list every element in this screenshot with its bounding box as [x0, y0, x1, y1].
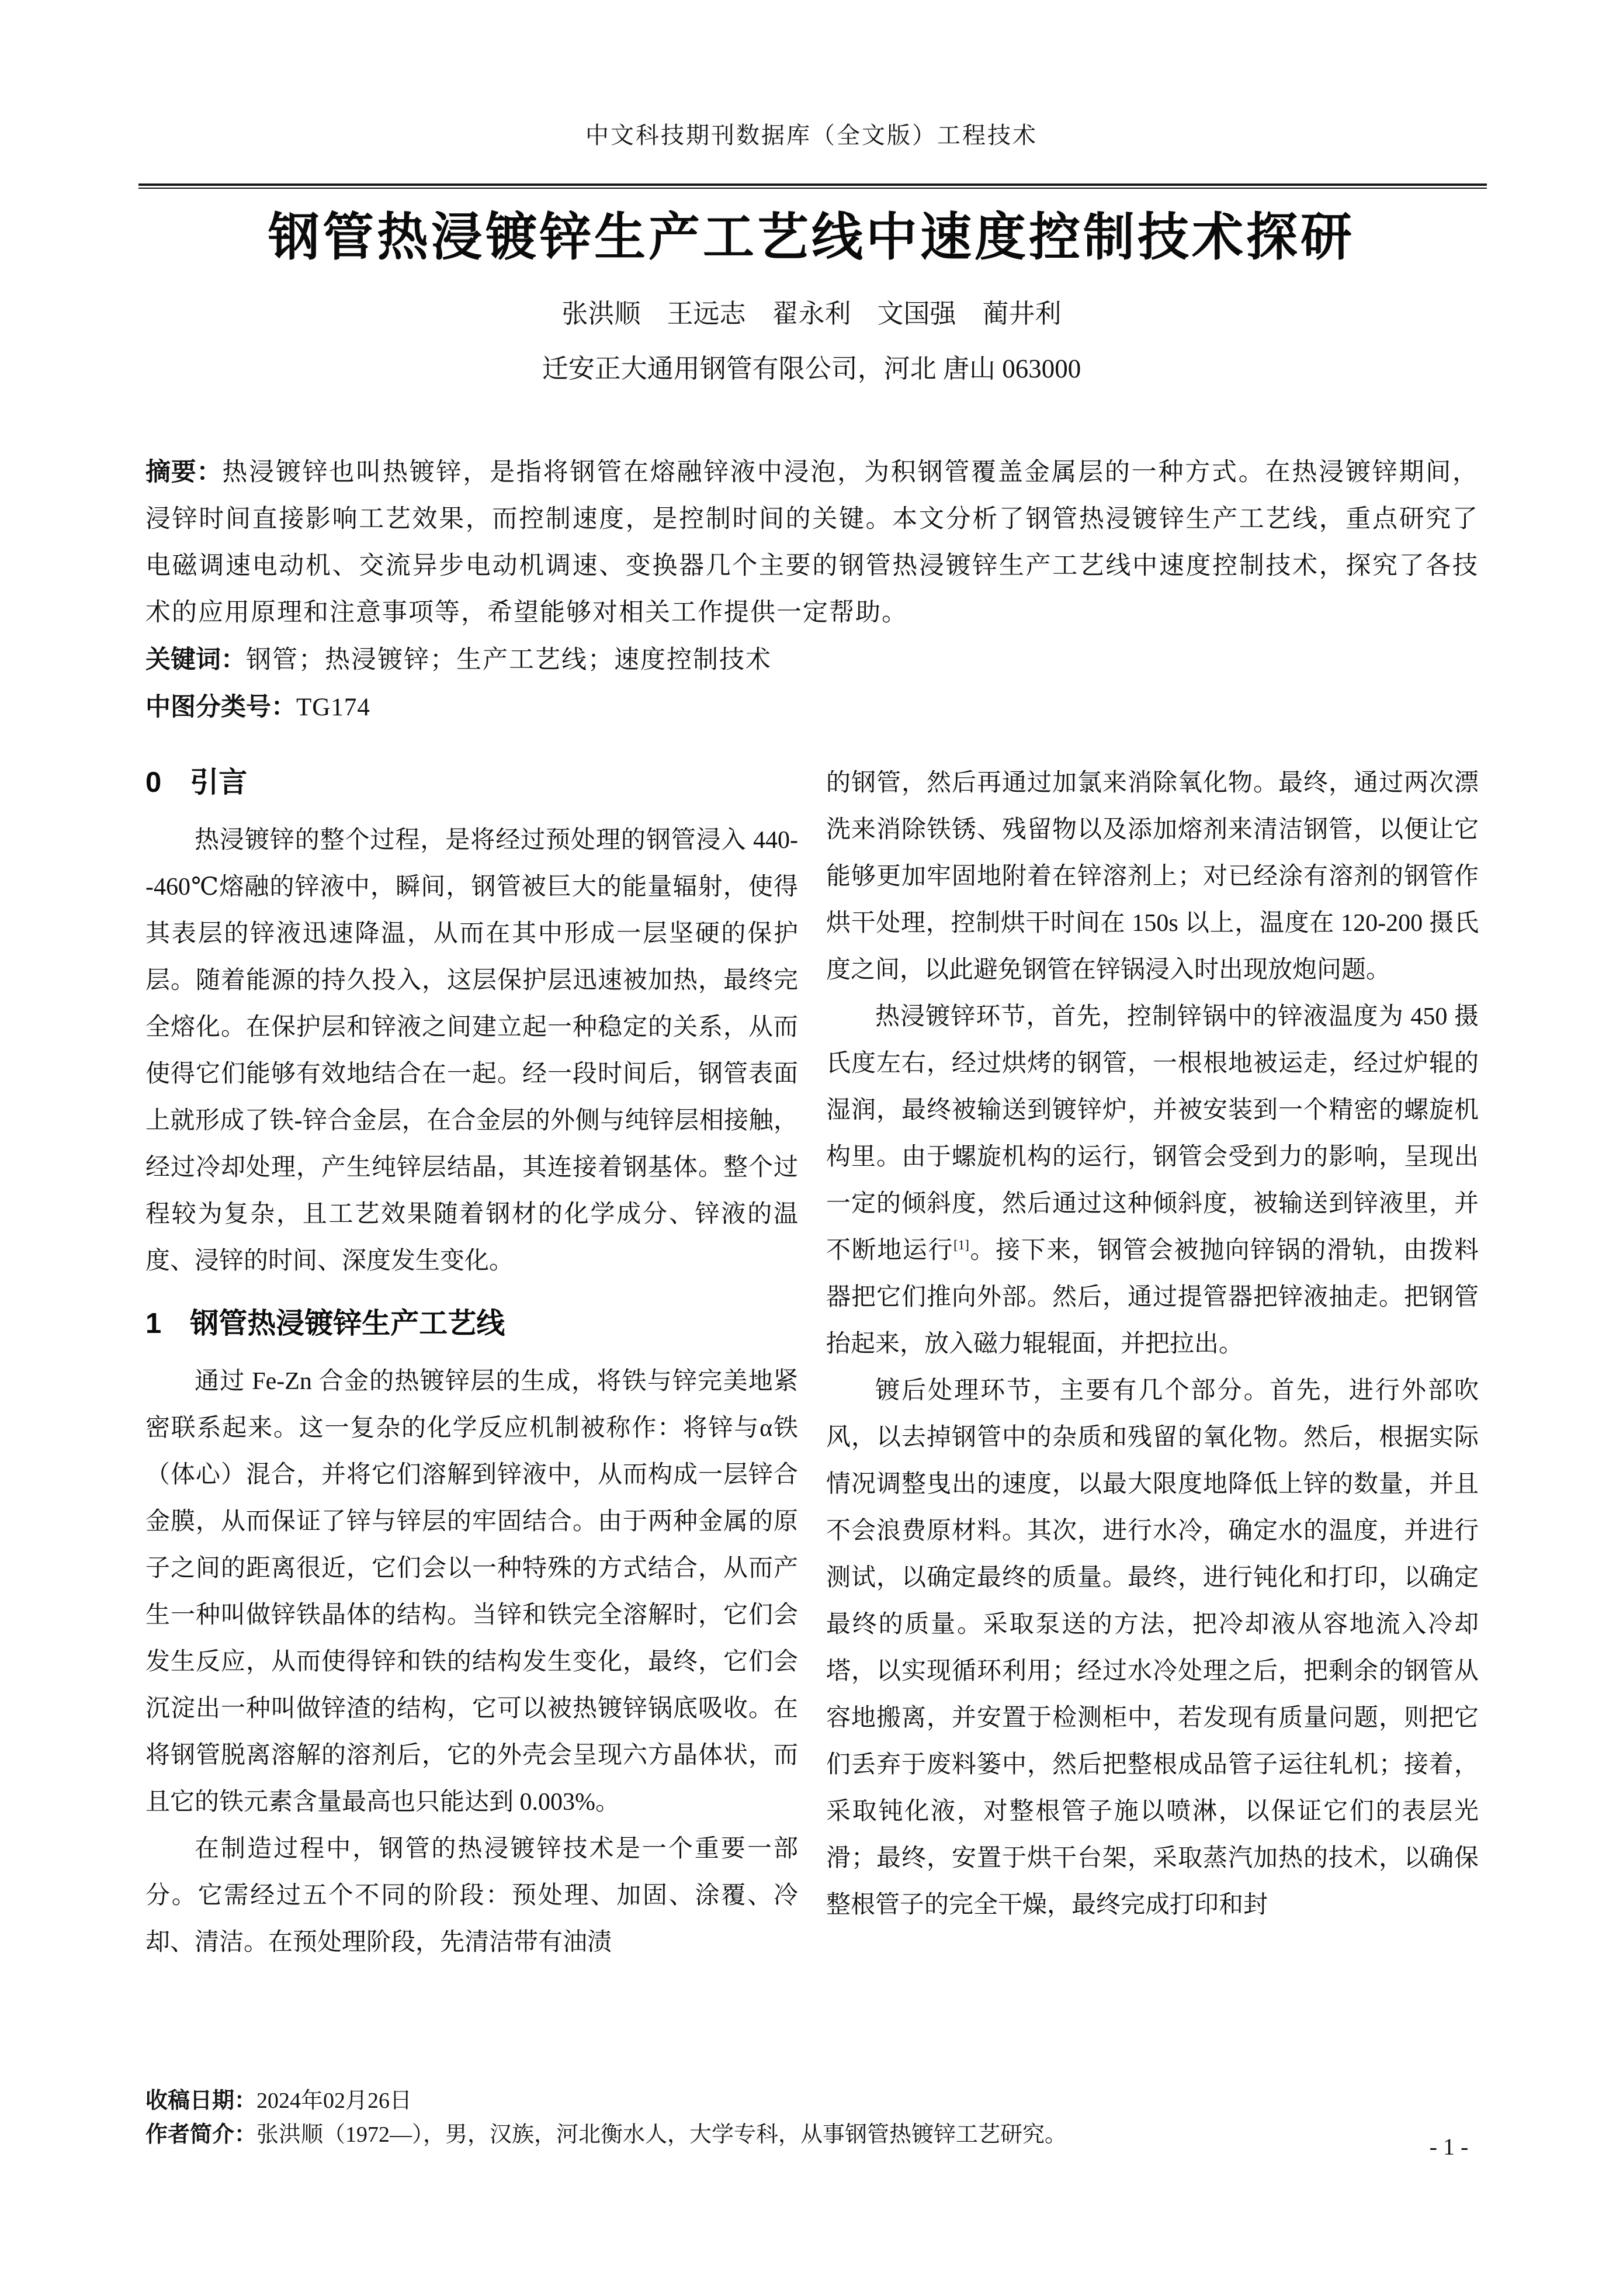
galvanizing-text-after-ref: 。接下来，钢管会被抛向锌锅的滑轨，由拨料器把它们推向外部。然后，通过提管器把锌液抽走。把钢管抬起来，放入磁力辊辊面，并把拉出。: [826, 1237, 1479, 1357]
header-rule: [138, 183, 1487, 189]
section-heading-process-line: 1 钢管热浸镀锌生产工艺线: [145, 1308, 505, 1339]
keywords-label: 关键词：: [145, 646, 246, 674]
running-header: 中文科技期刊数据库（全文版）工程技术: [585, 122, 1038, 148]
received-date-line: [145, 2084, 1479, 2118]
page-title: 钢管热浸镀锌生产工艺线中速度控制技术探研: [268, 208, 1355, 266]
received-date-label: 收稿日期：: [145, 2089, 257, 2113]
author-bio-line: [145, 2118, 1479, 2152]
clc-label: 中图分类号：: [145, 693, 296, 721]
abstract-label: 摘要：: [145, 458, 223, 486]
intro-paragraph: 热浸镀锌的整个过程，是将经过预处理的钢管浸入 440--460℃熔融的锌液中，瞬间，钢管被巨大的能量辐射，使得其表层的锌液迅速降温，从而在其中形成一层坚硬的保护层。随着能源的持久投入，这层保护层迅速被加热，最终完全熔化。在保护层和锌液之间建立起一种稳定的关系，从而使得它们能够有效地结合在一起。经一段时间后，钢管表面上就形成了铁-锌合金层，在合金层的外侧与纯锌层相接触，经过冷却处理，产生纯锌层结晶，其连接着钢基体。整个过程较为复杂，且工艺效果随着钢材的化学成分、锌液的温度、浸锌的时间、深度发生变化。: [145, 827, 798, 1275]
right-column: [826, 760, 1479, 1966]
affiliation-line: 迁安正大通用钢管有限公司，河北 唐山 063000: [542, 354, 1081, 383]
abstract-text: 热浸镀锌也叫热镀锌，是指将钢管在熔融锌液中浸泡，为积钢管覆盖金属层的一种方式。在热浸镀锌期间，浸锌时间直接影响工艺效果，而控制速度，是控制时间的关键。本文分析了钢管热浸镀锌生产工艺线，重点研究了电磁调速电动机、交流异步电动机调速、变换器几个主要的钢管热浸镀锌生产工艺线中速度控制技术，探究了各技术的应用原理和注意事项等，希望能够对相关工作提供一定帮助。: [145, 459, 1479, 626]
post-treatment-paragraph: 镀后处理环节，主要有几个部分。首先，进行外部吹风，以去掉钢管中的杂质和残留的氧化物。然后，根据实际情况调整曳出的速度，以最大限度地降低上锌的数量，并且不会浪费原材料。其次，进行水冷，确定水的温度，并进行测试，以确定最终的质量。最终，进行钝化和打印，以确定最终的质量。采取泵送的方法，把冷却液从容地流入冷却塔，以实现循环利用；经过水冷处理之后，把剩余的钢管从容地搬离，并安置于检测柜中，若发现有质量问题，则把它们丢弃于废料篓中，然后把整根成品管子运往轧机；接着，采取钝化液，对整根管子施以喷淋，以保证它们的表层光滑；最终，安置于烘干台架，采取蒸汽加热的技术，以确保整根管子的完全干燥，最终完成打印和封: [826, 1377, 1479, 1918]
left-column: [145, 760, 798, 1966]
citation-ref-1: [1]: [953, 1237, 969, 1252]
authors-line: 张洪顺 王远志 翟永利 文国强 蔺井利: [561, 299, 1062, 328]
clc-value: TG174: [296, 694, 370, 721]
author-bio-label: 作者简介：: [145, 2122, 257, 2147]
body-columns: [145, 760, 1479, 1966]
galvanizing-text-before-ref: 热浸镀锌环节，首先，控制锌锅中的锌液温度为 450 摄氏度左右，经过烘烤的钢管，一根根地被运走，经过炉辊的湿润，最终被输送到镀锌炉，并被安装到一个精密的螺旋机构里。由于螺旋机构的运行，钢管会受到力的影响，呈现出一定的倾斜度，然后通过这种倾斜度，被输送到锌液里，并不断地运行: [826, 1003, 1479, 1264]
footnote-block: [145, 2084, 1479, 2152]
galvanizing-step-paragraph: [826, 993, 1479, 1367]
received-date-value: 2024年02月26日: [256, 2089, 412, 2113]
continuation-paragraph: 的钢管，然后再通过加氯来消除氧化物。最终，通过两次漂洗来消除铁锈、残留物以及添加熔剂来清洁钢管，以便让它能够更加牢固地附着在锌溶剂上；对已经涂有溶剂的钢管作烘干处理，控制烘干时间在 150s 以上，温度在 120-200 摄氏度之间，以此避免钢管在锌锅浸入时出现放炮问题。: [826, 770, 1479, 983]
process-line-paragraph-2: 在制造过程中，钢管的热浸镀锌技术是一个重要一部分。它需经过五个不同的阶段：预处理、加固、涂覆、冷却、清洁。在预处理阶段，先清洁带有油渍: [145, 1836, 798, 1956]
keywords-paragraph: [145, 636, 1479, 684]
clc-paragraph: [145, 684, 1479, 731]
page-number: - 1 -: [1429, 2134, 1469, 2160]
keywords-text: 钢管；热浸镀锌；生产工艺线；速度控制技术: [246, 646, 772, 674]
process-line-paragraph-1: 通过 Fe-Zn 合金的热镀锌层的生成，将铁与锌完美地紧密联系起来。这一复杂的化学反应机制被称作：将锌与α铁（体心）混合，并将它们溶解到锌液中，从而构成一层锌合金膜，从而保证了锌与锌层的牢固结合。由于两种金属的原子之间的距离很近，它们会以一种特殊的方式结合，从而产生一种叫做锌铁晶体的结构。当锌和铁完全溶解时，它们会发生反应，从而使得锌和铁的结构发生变化，最终，它们会沉淀出一种叫做锌渣的结构，它可以被热镀锌锅底吸收。在将钢管脱离溶解的溶剂后，它的外壳会呈现六方晶体状，而且它的铁元素含量最高也只能达到 0.003%。: [145, 1368, 798, 1816]
author-bio-value: 张洪顺（1972—），男，汉族，河北衡水人，大学专科，从事钢管热镀锌工艺研究。: [256, 2122, 1067, 2147]
abstract-paragraph: [145, 449, 1479, 636]
front-matter: [145, 449, 1479, 731]
section-heading-intro: 0 引言: [145, 767, 248, 798]
